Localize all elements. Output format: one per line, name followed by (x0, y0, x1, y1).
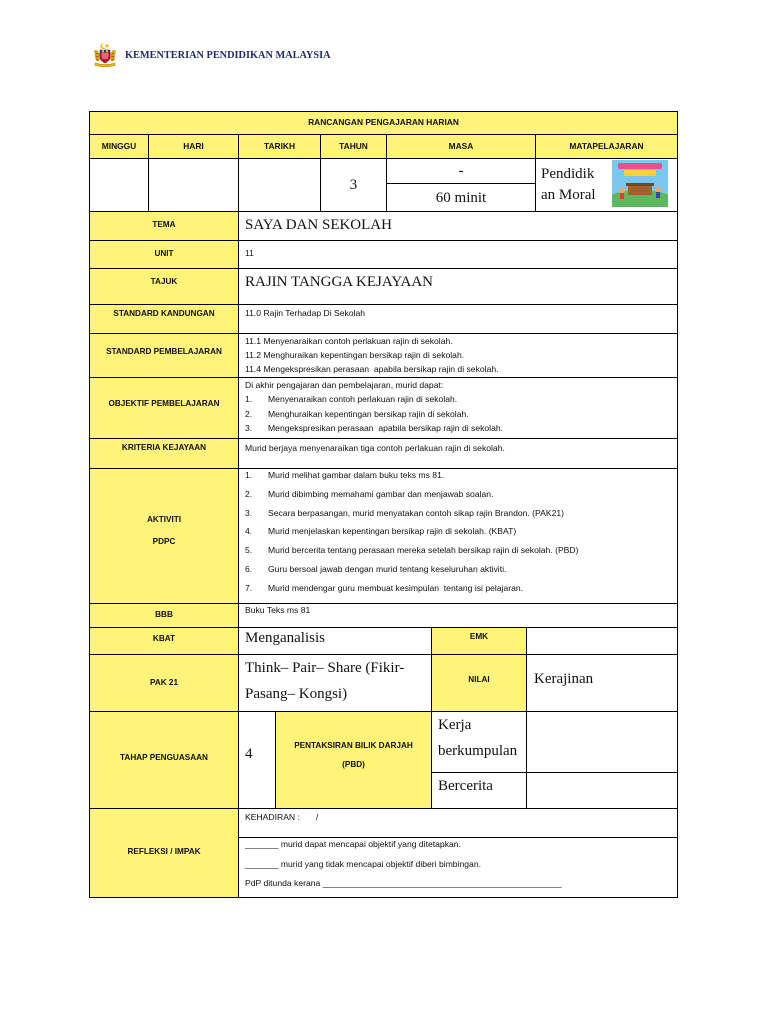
plan-title-cell (89, 111, 678, 135)
pak21-value: Think– Pair– Share (Fikir-Pasang– Kongsi) (245, 660, 405, 702)
refleksi-notes-cell (238, 837, 678, 898)
aktiviti-item (245, 563, 677, 575)
aktiviti-item-text: Murid melihat gambar dalam buku teks ms 81. (268, 470, 445, 480)
column-header-tarikh-text: TARIKH (263, 140, 295, 151)
minggu-value-cell (89, 158, 149, 212)
unit-label: UNIT (154, 248, 174, 258)
aktiviti-item-text: Guru bersoal jawab dengan murid tentang keseluruhan aktiviti. (268, 563, 507, 574)
tahap-penguasaan-value: 4 (245, 746, 253, 762)
bbb-value: Buku Teks ms 81 (245, 605, 311, 615)
refleksi-line: _______ murid dapat mencapai objektif yang ditetapkan. (245, 839, 461, 849)
subject-name-line-1: Pendidik (541, 166, 595, 182)
standard-kandungan-label: STANDARD KANDUNGAN (113, 308, 215, 318)
emk-label-cell (431, 627, 527, 655)
standard-kandungan-value: 11.0 Rajin Terhadap Di Sekolah (245, 308, 366, 318)
objektif-value-cell (238, 377, 678, 439)
pak21-value-cell (238, 654, 432, 712)
kbat-value-cell (238, 627, 432, 655)
objektif-item-text: Mengekspresikan perasaan apabila bersikap rajin di sekolah. (268, 422, 504, 433)
refleksi-line: PdP ditunda kerana __________________________________________________ (245, 878, 562, 888)
aktiviti-item-text: Murid menjelaskan kepentingan bersikap rajin di sekolah. (KBAT) (268, 526, 517, 537)
aktiviti-item (245, 582, 677, 594)
aktiviti-item-number: 1. (245, 470, 253, 480)
column-header-masa (386, 134, 536, 159)
objektif-item-text: Menghuraikan kepentingan bersikap rajin di sekolah. (268, 408, 469, 419)
tajuk-label: TAJUK (150, 276, 178, 286)
aktiviti-item-number: 2. (245, 488, 253, 499)
column-header-masa-text: MASA (448, 140, 474, 151)
kehadiran-slash: / (315, 812, 319, 822)
aktiviti-label-cell (89, 468, 239, 604)
emk-label: EMK (469, 631, 489, 641)
tajuk-value: RAJIN TANGGA KEJAYAAN (245, 274, 433, 290)
column-header-matapelajaran-text: MATAPELAJARAN (569, 140, 644, 151)
aktiviti-item (245, 488, 677, 500)
pbd-item: Bercerita (438, 778, 493, 794)
standard-pembelajaran-line: 11.4 Mengekspresikan perasaan apabila bersikap rajin di sekolah. (245, 364, 499, 374)
pak21-label: PAK 21 (149, 678, 179, 687)
objektif-label: OBJEKTIF PEMBELAJARAN (108, 398, 220, 408)
pbd-label: PENTAKSIRAN BILIK DARJAH (294, 740, 413, 750)
objektif-item-text: Menyenaraikan contoh perlakuan rajin di sekolah. (268, 394, 458, 405)
aktiviti-item-number: 3. (245, 507, 253, 518)
standard-kandungan-label-cell (89, 304, 239, 334)
aktiviti-label: AKTIVITI (146, 514, 182, 524)
aktiviti-item (245, 525, 677, 537)
pbd-item-cell (431, 711, 527, 773)
tahap-penguasaan-label: TAHAP PENGUASAAN (120, 752, 208, 762)
aktiviti-value-cell (238, 468, 678, 604)
tahun-value-cell (320, 158, 387, 212)
matapelajaran-value-cell (535, 158, 678, 212)
aktiviti-item-number: 7. (245, 582, 253, 593)
bbb-label: BBB (155, 609, 173, 619)
pak21-label-cell (89, 654, 239, 712)
standard-pembelajaran-line: 11.2 Menghuraikan kepentingan bersikap rajin di sekolah. (245, 350, 465, 360)
ministry-name: KEMENTERIAN PENDIDIKAN MALAYSIA (125, 50, 331, 61)
kriteria-label-cell (89, 438, 239, 469)
aktiviti-item-text: Murid bercerita tentang perasaan mereka setelah bersikap rajin di sekolah. (PBD) (268, 545, 579, 556)
malaysia-coat-of-arms-icon (92, 42, 118, 68)
aktiviti-item (245, 469, 677, 481)
aktiviti-item (245, 507, 677, 519)
column-header-hari (148, 134, 239, 159)
kriteria-label: KRITERIA KEJAYAAN (121, 442, 207, 452)
unit-value-cell (238, 240, 678, 269)
pbd-result-cell (526, 772, 678, 809)
nilai-value-cell (526, 654, 678, 712)
hari-value-cell (148, 158, 239, 212)
objektif-label-cell (89, 377, 239, 439)
objektif-intro: Di akhir pengajaran dan pembelajaran, murid dapat: (245, 380, 444, 390)
masa-duration-cell (386, 183, 536, 212)
kbat-value: Menganalisis (245, 630, 325, 646)
tema-value: SAYA DAN SEKOLAH (245, 217, 392, 233)
tarikh-value-cell (238, 158, 321, 212)
kehadiran-label: KEHADIRAN : (245, 812, 300, 822)
aktiviti-item-number: 6. (245, 563, 253, 574)
aktiviti-item-number: 5. (245, 545, 253, 556)
column-header-minggu (89, 134, 149, 159)
pbd-result-cell (526, 711, 678, 773)
plan-title: RANCANGAN PENGAJARAN HARIAN (308, 117, 459, 127)
column-header-tahun-text: TAHUN (339, 140, 368, 151)
refleksi-line: _______ murid yang tidak mencapai objektif diberi bimbingan. (245, 858, 481, 869)
unit-value: 11 (245, 248, 254, 258)
standard-pembelajaran-label-cell (89, 333, 239, 378)
kbat-label: KBAT (152, 633, 176, 643)
tahap-penguasaan-label-cell (89, 711, 239, 809)
tahap-penguasaan-value-cell (238, 711, 276, 809)
kbat-label-cell (89, 627, 239, 655)
pbd-item-cell (431, 772, 527, 809)
pendidikan-moral-textbook-cover-icon (612, 160, 668, 207)
standard-pembelajaran-line: 11.1 Menyenaraikan contoh perlakuan rajin di sekolah. (245, 336, 453, 346)
masa-range: - (458, 163, 464, 179)
pbd-label-cell (275, 711, 432, 809)
masa-duration: 60 minit (435, 189, 487, 206)
standard-pembelajaran-value-cell (238, 333, 678, 378)
tahun-value: 3 (349, 177, 358, 193)
bbb-value-cell (238, 603, 678, 628)
column-header-minggu-text: MINGGU (101, 140, 137, 151)
column-header-matapelajaran (535, 134, 678, 159)
aktiviti-item-text: Murid mendengar guru membuat kesimpulan tentang isi pelajaran. (268, 582, 524, 593)
tema-label: TEMA (152, 219, 176, 229)
unit-label-cell (89, 240, 239, 269)
pdpc-label: PDPC (152, 536, 176, 546)
column-header-hari-text: HARI (183, 140, 204, 151)
subject-name (541, 159, 596, 211)
objektif-item (245, 421, 677, 435)
kehadiran-line (245, 810, 677, 824)
standard-kandungan-value-cell (238, 304, 678, 334)
column-header-tahun (320, 134, 387, 159)
subject-name-line-2: an Moral (541, 187, 596, 203)
objektif-item-number: 3. (245, 422, 253, 433)
objektif-item-number: 2. (245, 408, 253, 419)
refleksi-label-cell (89, 808, 239, 898)
column-header-tarikh (238, 134, 321, 159)
tema-value-cell (238, 211, 678, 241)
masa-range-cell (386, 158, 536, 184)
objektif-item-number: 1. (245, 394, 253, 405)
nilai-label-cell (431, 654, 527, 712)
tajuk-label-cell (89, 268, 239, 305)
aktiviti-item (245, 544, 677, 556)
nilai-label: NILAI (468, 674, 490, 684)
kriteria-value: Murid berjaya menyenaraikan tiga contoh perlakuan rajin di sekolah. (245, 443, 505, 453)
objektif-item (245, 407, 677, 421)
refleksi-label: REFLEKSI / IMPAK (127, 846, 201, 856)
objektif-item (245, 392, 677, 406)
standard-pembelajaran-label: STANDARD PEMBELAJARAN (106, 346, 222, 356)
nilai-value: Kerajinan (534, 671, 594, 687)
aktiviti-item-text: Murid dibimbing memahami gambar dan menjawab soalan. (268, 488, 494, 499)
tajuk-value-cell (238, 268, 678, 305)
emk-value-cell (526, 627, 678, 655)
kehadiran-cell (238, 808, 678, 838)
tema-label-cell (89, 211, 239, 241)
pbd-item: Kerja berkumpulan (438, 717, 518, 759)
aktiviti-item-text: Secara berpasangan, murid menyatakan contoh sikap rajin Brandon. (PAK21) (268, 507, 565, 518)
aktiviti-item-number: 4. (245, 526, 253, 537)
kriteria-value-cell (238, 438, 678, 469)
pbd-abbreviation: (PBD) (342, 759, 365, 769)
bbb-label-cell (89, 603, 239, 628)
